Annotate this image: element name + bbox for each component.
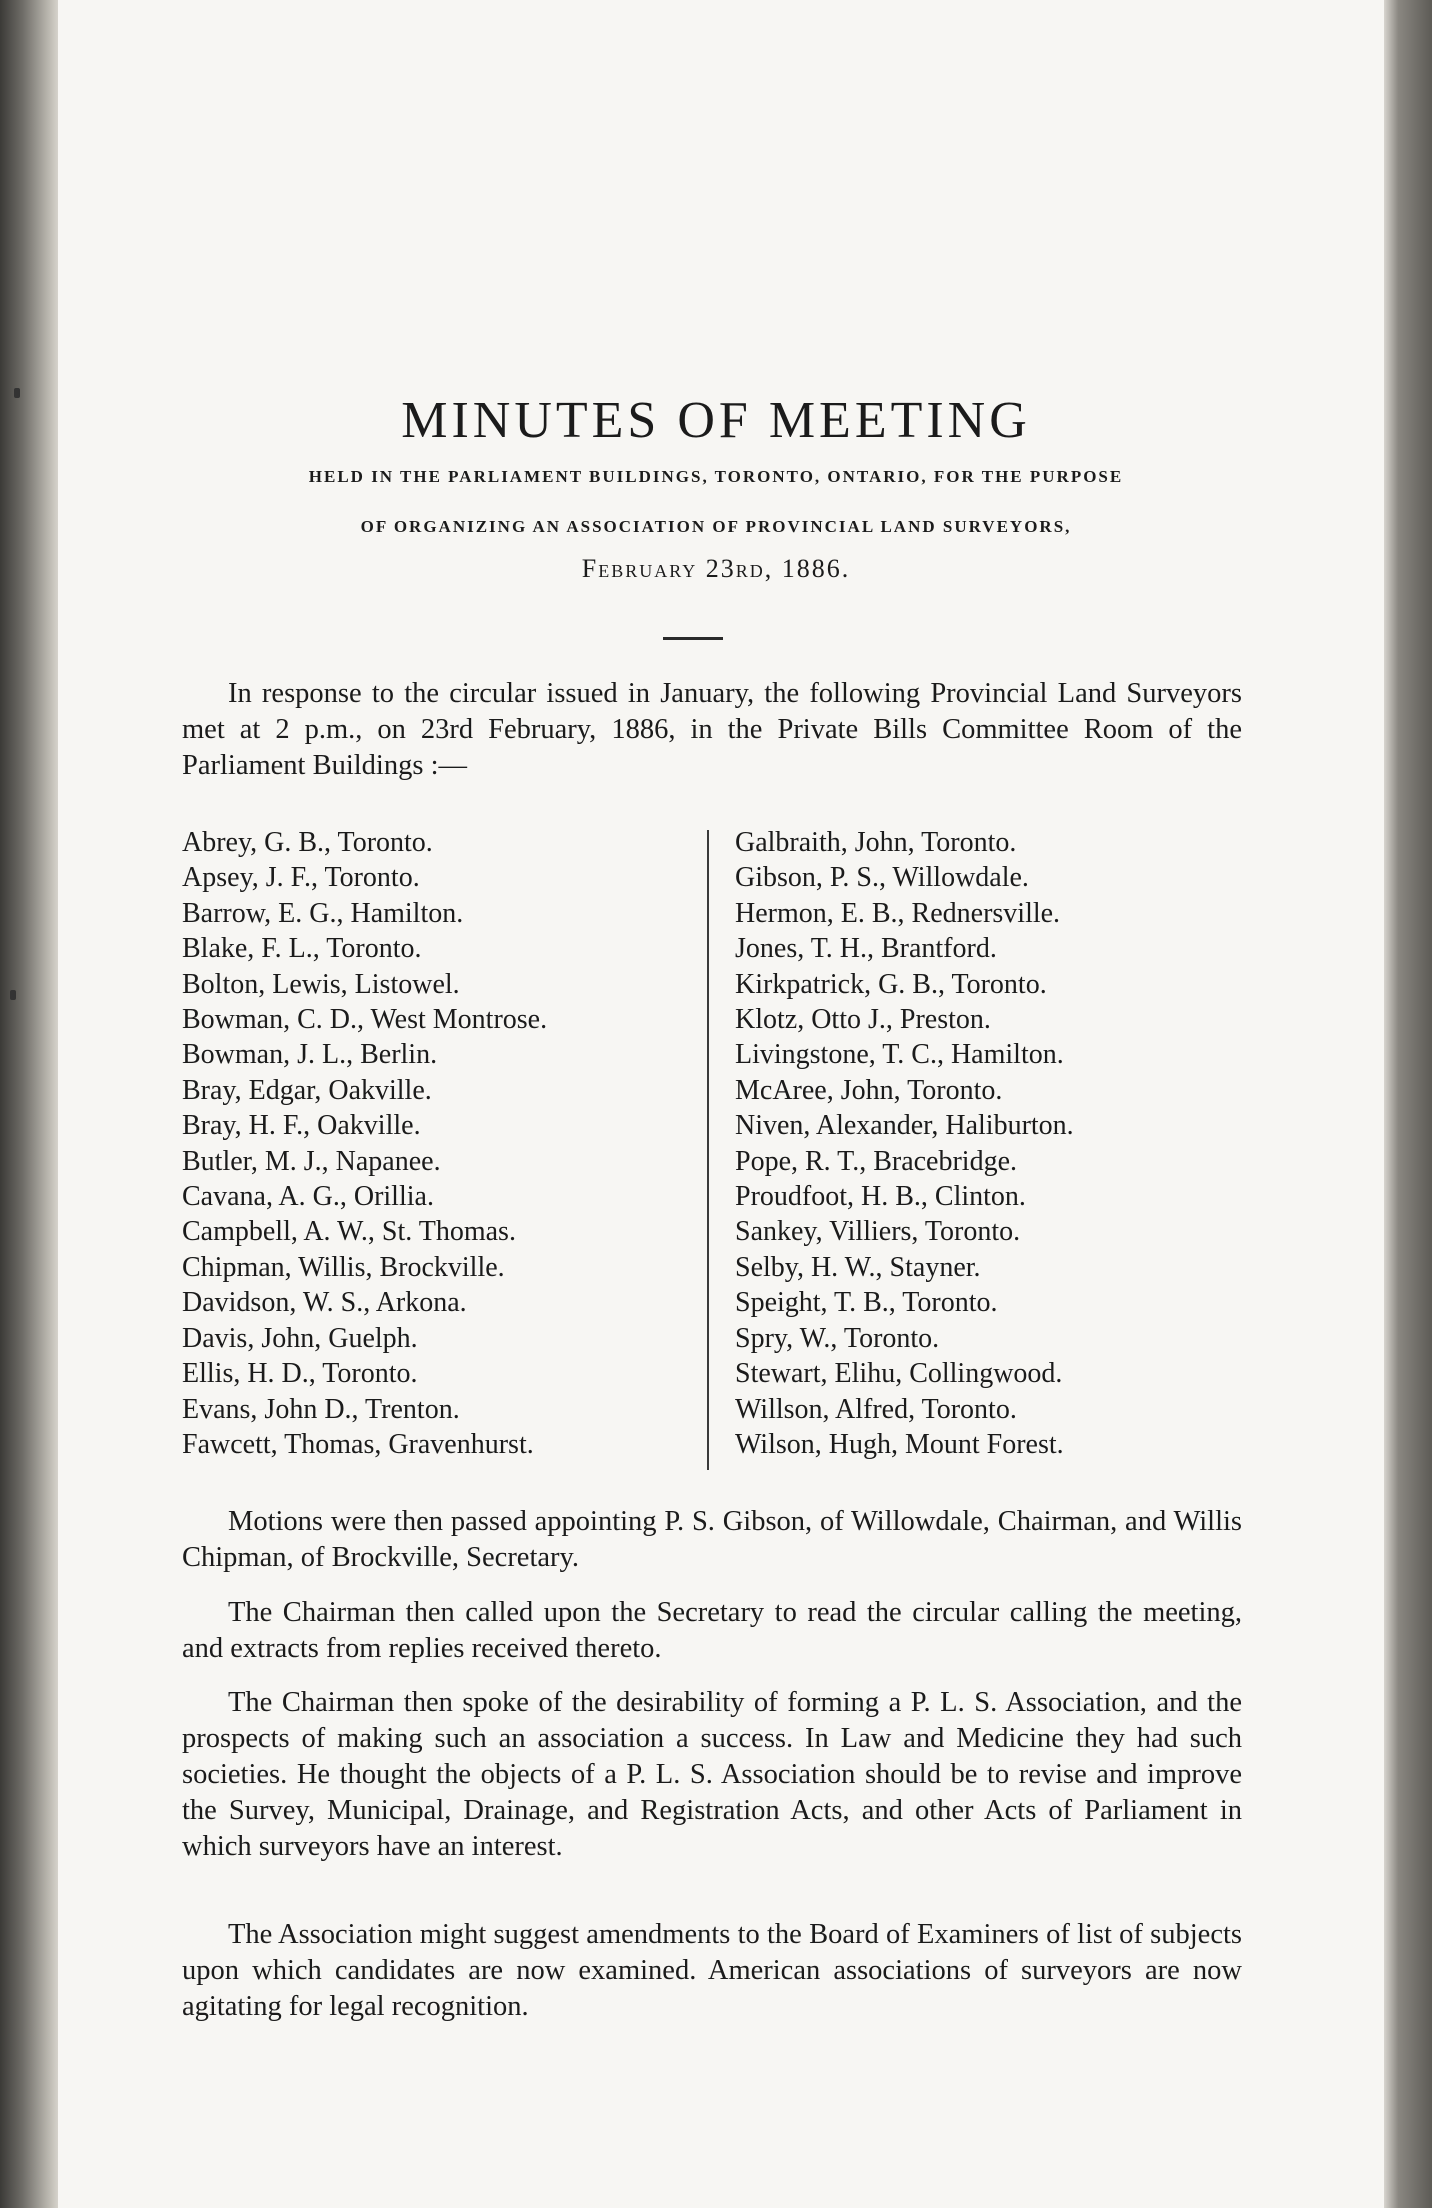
attendee-item: Davidson, W. S., Arkona.: [182, 1287, 467, 1319]
page-edge-right: [1384, 0, 1432, 2208]
attendee-item: Cavana, A. G., Orillia.: [182, 1181, 434, 1213]
attendee-item: Butler, M. J., Napanee.: [182, 1145, 441, 1177]
attendee-item: Sankey, Villiers, Toronto.: [735, 1216, 1021, 1248]
attendee-item: Campbell, A. W., St. Thomas.: [182, 1216, 516, 1248]
attendee-list-left: [182, 825, 692, 1462]
attendee-item: Niven, Alexander, Haliburton.: [735, 1110, 1074, 1142]
page-title: MINUTES OF MEETING: [401, 391, 1031, 449]
intro-paragraph: In response to the circular issued in January, the following Provincial Land Surveyors met at 2 p.m., on 23rd February, 1886, in the Private Bills Committee Room of the Parliament Buildings :—: [182, 678, 1242, 781]
meeting-date: February 23rd, 1886.: [581, 554, 851, 583]
attendee-item: Stewart, Elihu, Collingwood.: [735, 1358, 1063, 1390]
attendee-item: Davis, John, Guelph.: [182, 1322, 418, 1354]
title-rule: [663, 637, 723, 640]
attendee-item: Hermon, E. B., Rednersville.: [735, 897, 1061, 929]
attendee-item: Jones, T. H., Brantford.: [735, 933, 997, 965]
association-paragraph: The Association might suggest amendments to the Board of Examiners of list of subjects upon which candidates are now examined. American associations of surveyors are now agitating for legal recognition.: [182, 1919, 1242, 2022]
attendee-item: Apsey, J. F., Toronto.: [182, 862, 420, 894]
chairman-call-paragraph: The Chairman then called upon the Secretary to read the circular calling the meeting, and extracts from replies received thereto.: [182, 1597, 1242, 1664]
attendee-item: McAree, John, Toronto.: [735, 1074, 1003, 1106]
attendee-item: Bray, Edgar, Oakville.: [182, 1074, 432, 1106]
attendee-item: Willson, Alfred, Toronto.: [735, 1393, 1017, 1425]
binding-mark: [10, 990, 16, 1000]
attendee-item: Evans, John D., Trenton.: [182, 1393, 460, 1425]
attendee-item: Blake, F. L., Toronto.: [182, 933, 422, 965]
attendee-item: Wilson, Hugh, Mount Forest.: [735, 1428, 1064, 1460]
attendee-item: Spry, W., Toronto.: [735, 1322, 940, 1354]
attendee-item: Fawcett, Thomas, Gravenhurst.: [182, 1428, 534, 1460]
attendee-item: Selby, H. W., Stayner.: [735, 1251, 981, 1283]
attendee-item: Abrey, G. B., Toronto.: [182, 827, 433, 858]
attendee-item: Chipman, Willis, Brockville.: [182, 1251, 505, 1283]
attendee-item: Speight, T. B., Toronto.: [735, 1287, 998, 1319]
attendee-item: Livingstone, T. C., Hamilton.: [735, 1039, 1064, 1071]
subtitle-line-2: OF ORGANIZING AN ASSOCIATION OF PROVINCIAL LAND SURVEYORS,: [360, 517, 1072, 536]
attendee-item: Bowman, J. L., Berlin.: [182, 1039, 438, 1071]
attendee-item: Gibson, P. S., Willowdale.: [735, 862, 1029, 894]
attendee-item: Klotz, Otto J., Preston.: [735, 1004, 991, 1036]
binding-edge-left: [0, 0, 64, 2208]
chairman-speech-paragraph: The Chairman then spoke of the desirability of forming a P. L. S. Association, and the prospects of making such an association a success. In Law and Medicine they had such societies. He thought the objects of a P. L. S. Association should be to revise and improve the Survey, Municipal, Drainage, and Registration Acts, and other Acts of Parliament in which surveyors have an interest.: [182, 1687, 1242, 1862]
attendee-item: Ellis, H. D., Toronto.: [182, 1358, 418, 1390]
column-divider: [707, 830, 709, 1470]
subtitle-line-1: HELD IN THE PARLIAMENT BUILDINGS, TORONTO, ONTARIO, FOR THE PURPOSE: [308, 467, 1124, 486]
attendee-item: Bowman, C. D., West Montrose.: [182, 1004, 548, 1036]
attendee-item: Barrow, E. G., Hamilton.: [182, 897, 464, 929]
attendee-item: Bolton, Lewis, Listowel.: [182, 968, 460, 1000]
attendee-item: Bray, H. F., Oakville.: [182, 1110, 421, 1142]
motions-paragraph: Motions were then passed appointing P. S. Gibson, of Willowdale, Chairman, and Willis Chipman, of Brockville, Secretary.: [182, 1506, 1242, 1573]
attendee-list-right: [735, 825, 1255, 1462]
attendee-item: Pope, R. T., Bracebridge.: [735, 1145, 1018, 1177]
attendee-item: Kirkpatrick, G. B., Toronto.: [735, 968, 1047, 1000]
attendee-item: Galbraith, John, Toronto.: [735, 827, 1017, 858]
attendee-item: Proudfoot, H. B., Clinton.: [735, 1181, 1026, 1213]
